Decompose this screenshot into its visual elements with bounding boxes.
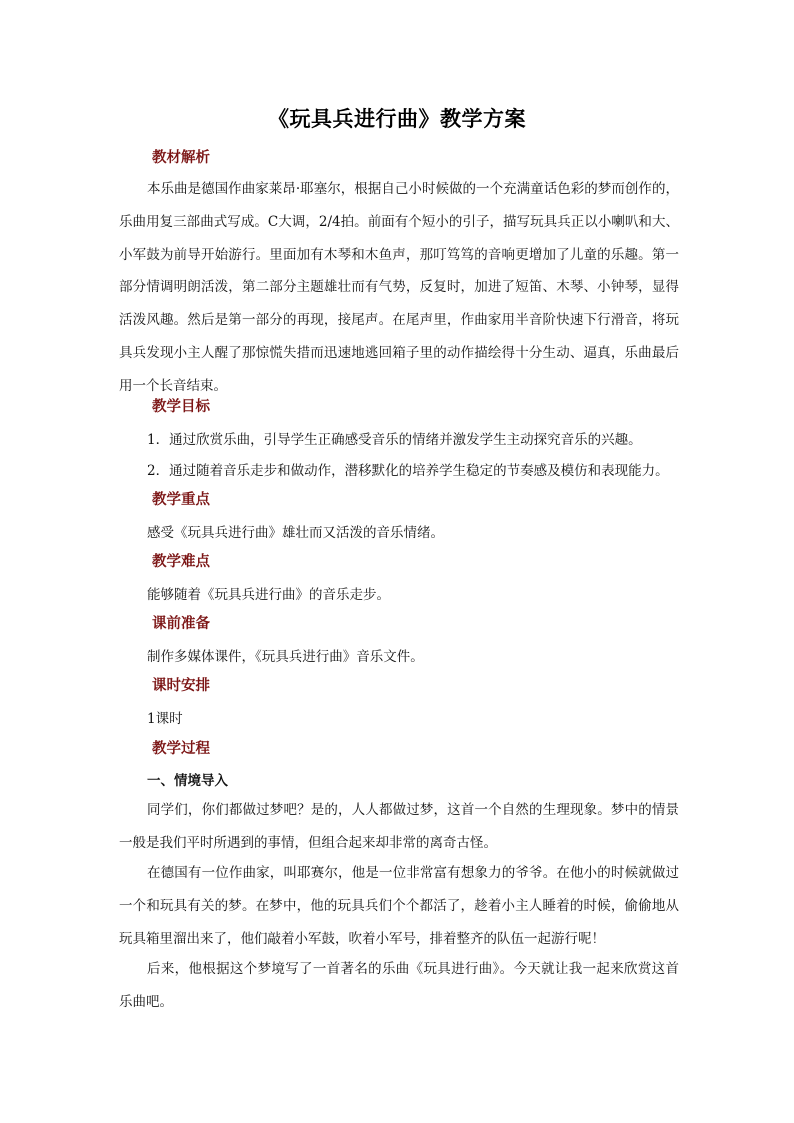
paragraph-process-1: 同学们，你们都做过梦吧？是的，人人都做过梦，这首一个自然的生理现象。梦中的情景一般是我们平时所遇到的事情，但组合起来却非常的离奇古怪。	[119, 802, 679, 851]
paragraph-process-2: 在德国有一位作曲家，叫耶赛尔，他是一位非常富有想象力的爷爷。在他小的时候就做过一个和玩具有关的梦。在梦中，他的玩具兵们个个都活了，趁着小主人睡着的时候，偷偷地从玩具箱里溜出来了，他们敲着小军鼓，吹着小军号，排着整齐的队伍一起游行呢！	[119, 865, 679, 947]
goal-item-2: 2．通过随着音乐走步和做动作，潜移默化的培养学生稳定的节奏感及模仿和表现能力。	[147, 463, 669, 479]
heading-process: 教学过程	[152, 740, 210, 757]
paragraph-process-3: 后来，他根据这个梦境写了一首著名的乐曲《玩具进行曲》。今天就让我一起来欣赏这首乐曲吧。	[119, 961, 679, 1010]
heading-goals: 教学目标	[152, 398, 210, 415]
heading-analysis: 教材解析	[152, 149, 210, 166]
heading-schedule: 课时安排	[152, 677, 210, 694]
heading-key-points: 教学重点	[152, 491, 210, 508]
schedule-text: 1课时	[147, 711, 183, 727]
subheading-scene-intro: 一、情境导入	[147, 773, 228, 789]
document-title: 《玩具兵进行曲》教学方案	[268, 106, 526, 131]
heading-difficulties: 教学难点	[152, 553, 210, 570]
key-points-text: 感受《玩具兵进行曲》雄壮而又活泼的音乐情绪。	[147, 525, 444, 541]
preparation-text: 制作多媒体课件，《玩具兵进行曲》音乐文件。	[147, 649, 424, 665]
goal-item-1: 1．通过欣赏乐曲，引导学生正确感受音乐的情绪并激发学生主动探究音乐的兴趣。	[147, 432, 642, 448]
heading-preparation: 课前准备	[152, 615, 210, 632]
paragraph-analysis: 本乐曲是德国作曲家莱昂·耶塞尔，根据自己小时候做的一个充满童话色彩的梦而创作的，乐曲用复三部曲式写成。C大调，2/4拍。前面有个短小的引子，描写玩具兵正以小喇叭和大、小军鼓为前导开始游行。里面加有木琴和木鱼声，那叮笃笃的音响更增加了儿童的乐趣。第一部分情调明朗活泼，第二部分主题雄壮而有气势，反复时，加进了短笛、木琴、小钟琴，显得活泼风趣。然后是第一部分的再现，接尾声。在尾声里，作曲家用半音阶快速下行滑音，将玩具兵发现小主人醒了那惊慌失措而迅速地逃回箱子里的动作描绘得十分生动、逼真，乐曲最后用一个长音结束。	[119, 181, 679, 394]
difficulties-text: 能够随着《玩具兵进行曲》的音乐走步。	[147, 587, 390, 603]
